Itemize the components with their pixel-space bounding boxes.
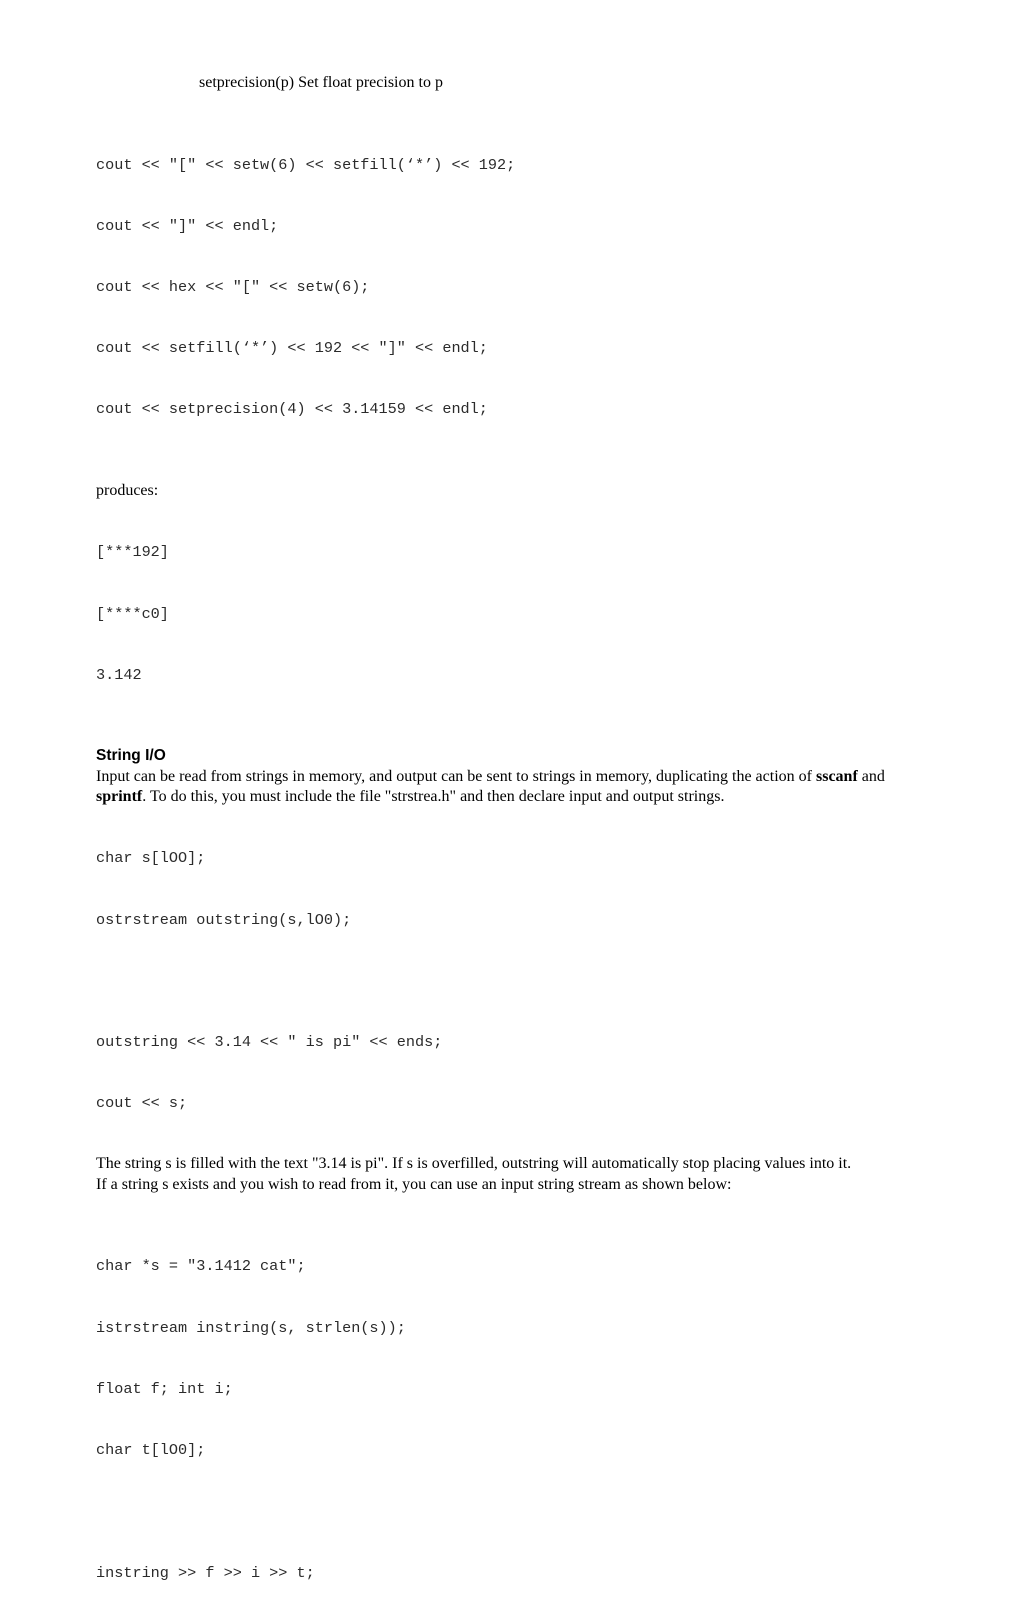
output-line: 3.142 [96,665,142,684]
code-line: cout << "]" << endl; [96,216,279,235]
string-io-paragraph [96,767,956,808]
output-block [96,502,956,726]
code-line: char t[lO0]; [96,1441,206,1460]
paragraph-text: Input can be read from strings in memory, and output can be sent to strings in memory, duplicating the action of [96,767,816,785]
paragraph-text: . To do this, you must include the file "strstrea.h" and then declare input and output strings. [142,788,725,806]
code-line: cout << hex << "[" << setw(6); [96,278,370,297]
code-line: char *s = "3.1412 cat"; [96,1257,306,1276]
code-line: istrstream instring(s, strlen(s)); [96,1318,406,1337]
paragraph-text: and [857,767,885,785]
spacer [96,1501,956,1521]
spacer [96,1195,956,1215]
section-heading: String I/O [96,747,166,765]
document-page [96,73,956,1624]
code-line: cout << setprecision(4) << 3.14159 << endl; [96,400,488,419]
explanation-text: If a string s exists and you wish to read from it, you can use an input string stream as shown below: [96,1175,732,1193]
sscanf-keyword: sscanf [815,767,858,785]
setprecision-description: setprecision(p) Set float precision to p [199,74,443,91]
code-line: cout << setfill(‘*’) << 192 << "]" << endl; [96,339,488,358]
code-block-declarations [96,808,956,971]
code-line: cout << s; [96,1094,188,1113]
produces-label: produces: [96,482,159,500]
code-line: instring >> f >> i >> t; [96,1563,315,1582]
sprintf-keyword: sprintf [96,788,143,806]
code-line: cout << "[" << setw(6) << setfill(‘*’) << 192; [96,155,516,174]
spacer [96,93,956,113]
code-block-output-stream [96,991,956,1154]
code-block-manipulators [96,114,956,461]
output-line: [****c0] [96,604,169,623]
spacer [96,971,956,991]
code-line: ostrstream outstring(s,lO0); [96,910,352,929]
output-line: [***192] [96,543,169,562]
code-line: outstring << 3.14 << " is pi" << ends; [96,1033,443,1052]
code-block-input-stream [96,1216,956,1502]
spacer [96,726,956,746]
explanation-text: The string s is filled with the text "3.14 is pi". If s is overfilled, outstring will automatically stop placing values into it. [96,1155,852,1173]
code-block-extraction [96,1522,956,1624]
code-line: char s[lOO]; [96,849,206,868]
spacer [96,461,956,481]
code-line: float f; int i; [96,1379,233,1398]
